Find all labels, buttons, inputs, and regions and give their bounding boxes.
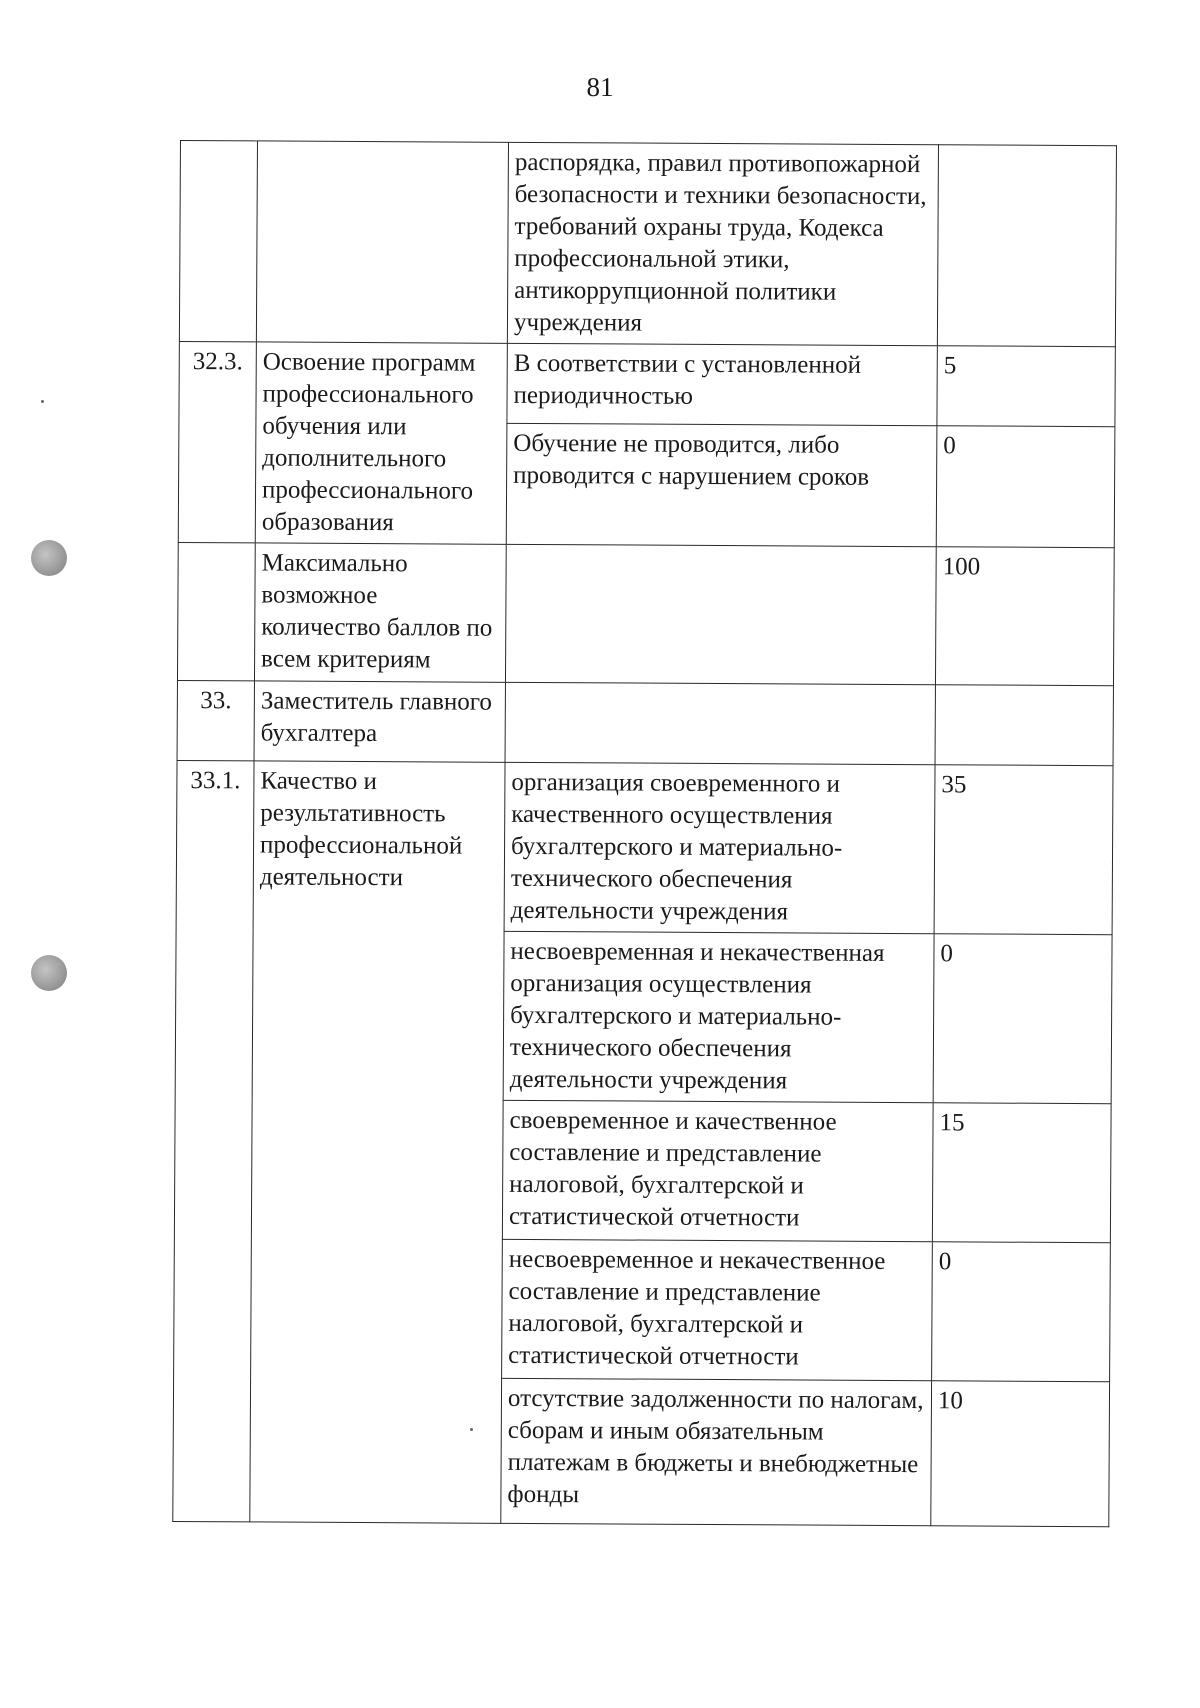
condition-cell: несвоевременная и некачественная организация осуществления бухгалтерского и материально-технического обеспечения деятельности учреждения (503, 931, 934, 1102)
row-number (177, 542, 255, 680)
points-cell: 0 (932, 1242, 1111, 1382)
condition-cell: несвоевременное и некачественное составление и представление налоговой, бухгалтерской и статистической отчетности (502, 1239, 933, 1380)
condition-cell (505, 682, 935, 764)
condition-cell: распорядка, правил противопожарной безопасности и техники безопасности, требований охраны труда, Кодекса профессиональной этики, антикоррупционной политики учреждения (507, 142, 938, 345)
punch-hole-mark (31, 540, 67, 576)
condition-cell: организация своевременного и качественного осуществления бухгалтерского и материально-технического обеспечения деятельности учреждения (504, 762, 935, 933)
points-cell: 10 (931, 1381, 1110, 1527)
points-cell: 0 (933, 934, 1112, 1104)
criterion-cell: Качество и результативность профессиональной деятельности (250, 761, 505, 1523)
condition-cell (505, 544, 936, 684)
table-row (179, 341, 1115, 426)
points-cell: 0 (936, 426, 1115, 548)
punch-hole-mark (31, 955, 67, 991)
criterion-cell: Заместитель главного бухгалтера (254, 681, 505, 762)
scan-speck (41, 400, 44, 403)
points-cell: 35 (934, 765, 1113, 935)
points-cell (937, 145, 1116, 347)
row-number (179, 141, 257, 342)
points-cell: 15 (932, 1103, 1111, 1243)
criterion-cell: Максимально возможное количество баллов по всем критериям (254, 543, 506, 682)
points-cell: 5 (937, 346, 1115, 427)
criterion-cell (256, 141, 508, 343)
condition-cell: В соответствии с установленной периодичностью (507, 343, 937, 425)
condition-cell: отсутствие задолженности по налогам, сборам и иным обязательным платежам в бюджеты и внебюджетные фонды (501, 1378, 932, 1525)
criterion-cell: Освоение программ профессионального обучения или дополнительного профессионального образования (255, 342, 507, 544)
condition-cell: своевременное и качественное составление и представление налоговой, бухгалтерской и статистической отчетности (502, 1100, 933, 1241)
criteria-table (172, 140, 1117, 1527)
table-row (179, 141, 1116, 347)
condition-cell: Обучение не проводится, либо проводится с нарушением сроков (506, 423, 937, 547)
row-number: 33. (177, 680, 254, 760)
points-cell: 100 (935, 547, 1114, 686)
page-number: 81 (586, 72, 614, 102)
row-number: 33.1. (173, 760, 254, 1521)
row-number: 32.3. (178, 341, 256, 542)
points-cell (935, 685, 1113, 766)
table-row (176, 760, 1113, 934)
table-row (177, 542, 1114, 685)
table-row (177, 680, 1113, 765)
